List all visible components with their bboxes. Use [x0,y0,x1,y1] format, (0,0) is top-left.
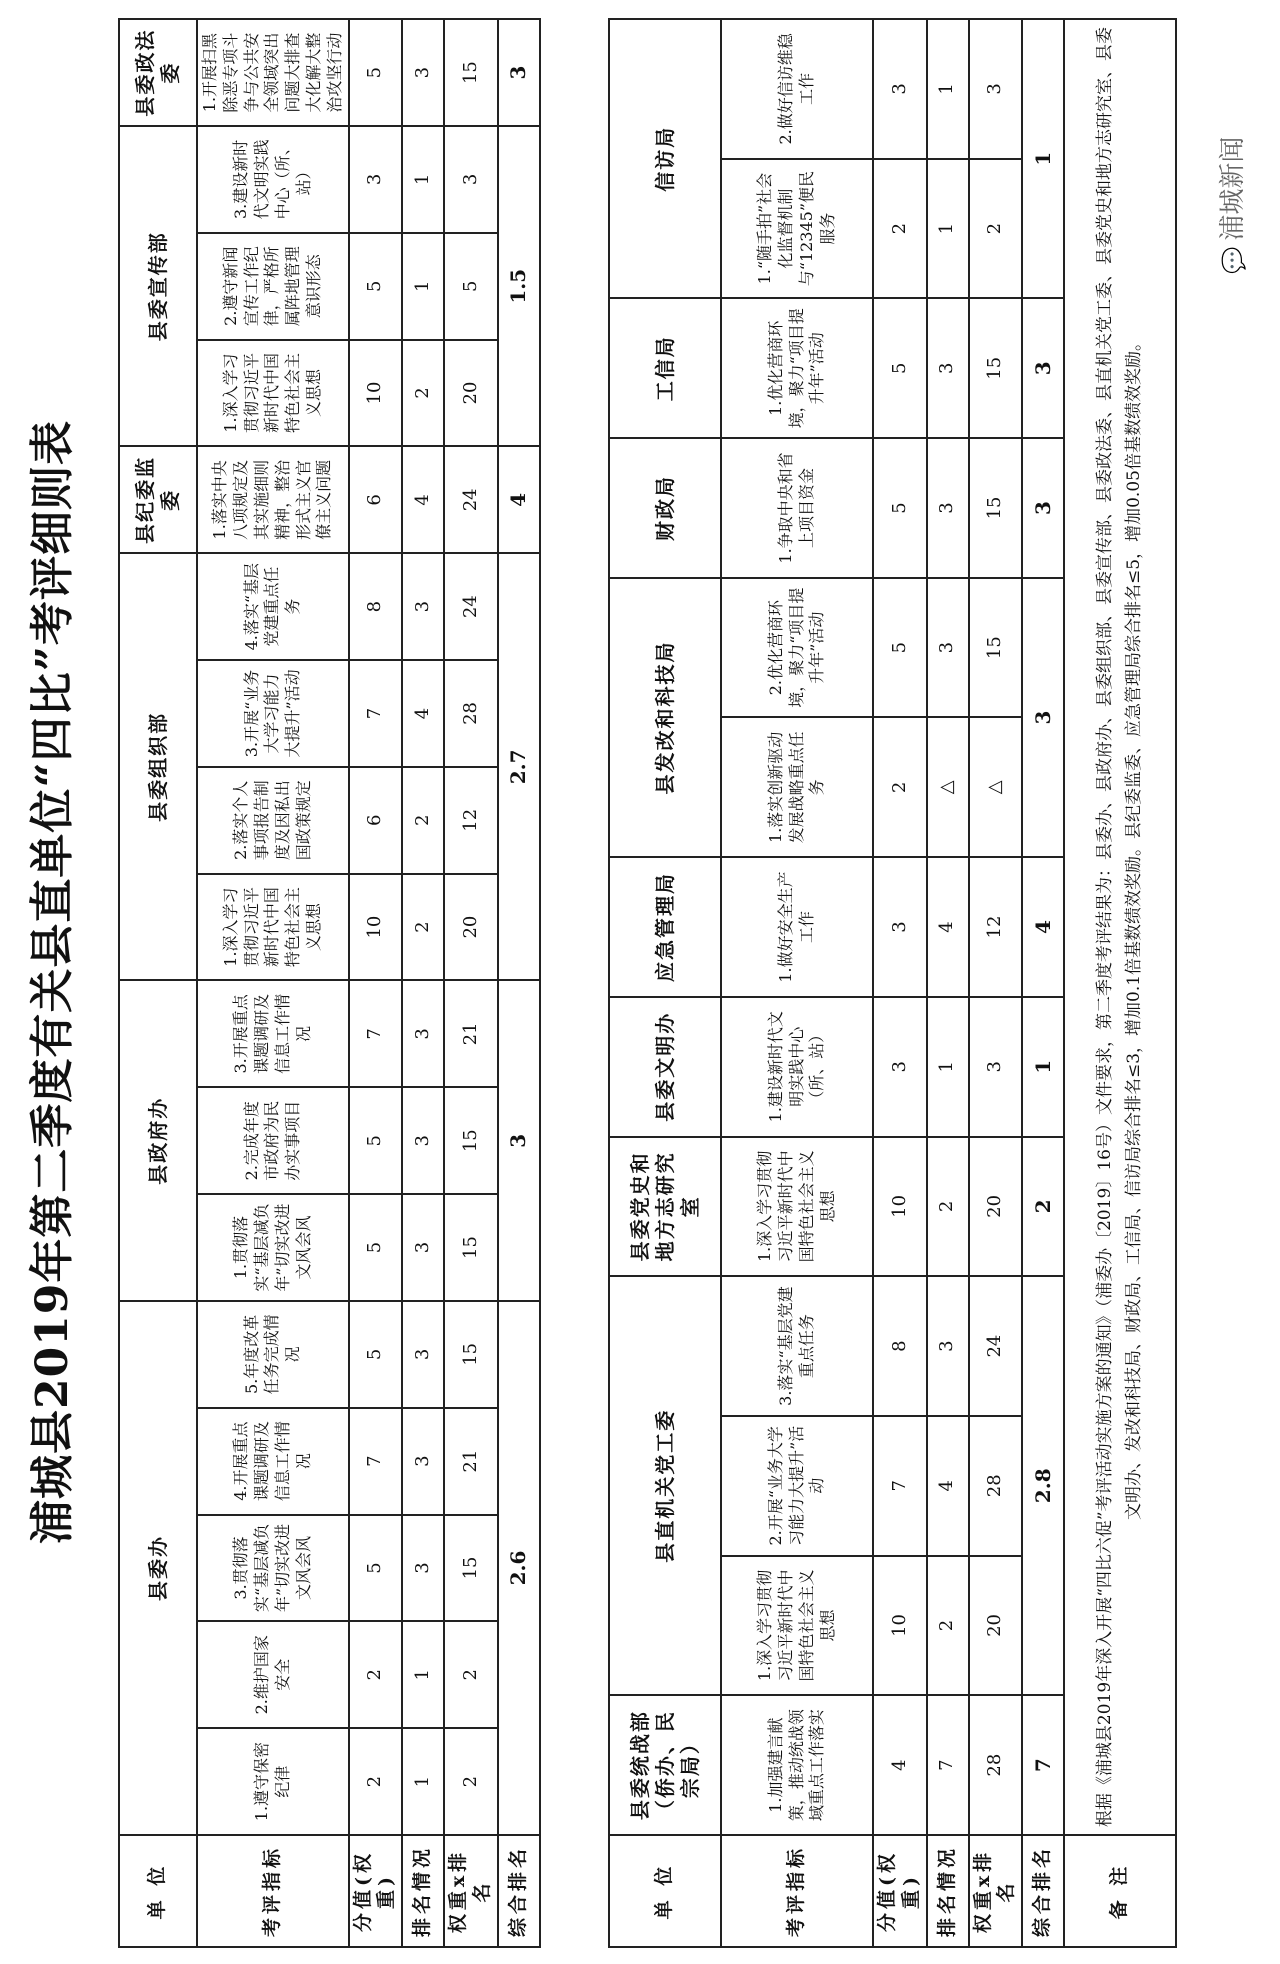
indicator-cell: 1.争取中央和省上项目资金 [721,438,873,578]
weighted-cell: 28 [969,1695,1023,1835]
score-cell: 10 [349,340,403,447]
chat-bubble-icon: 💬 [1222,246,1247,274]
rank-cell: 2 [927,1556,969,1696]
score-cell: 10 [873,1137,927,1277]
indicator-cell: 1.落实中央八项规定及其实施细则精神，整治形式主义官僚主义问题 [197,446,349,553]
indicator-cell: 1.深入学习贯彻习近平新时代中国特色社会主义思想 [197,340,349,447]
indicator-row [721,19,873,1947]
indicator-cell: 1.“随手拍”社会化监督机制与“12345”便民服务 [721,159,873,299]
weighted-cell: 3 [969,19,1023,159]
rank-cell: 3 [402,1301,444,1408]
rank-cell: 4 [927,1416,969,1556]
unit-name: 应急管理局 [652,872,677,983]
weighted-cell: 2 [444,1621,498,1728]
row-label-score: 分值(权重) [349,1835,403,1947]
score-row [873,19,927,1947]
unit-name: 县委统战部 [627,1710,652,1821]
row-label-remarks: 备 注 [1064,1835,1176,1947]
rank-cell: 1 [402,1621,444,1728]
unit-name-cell [119,19,197,126]
score-cell: 5 [873,578,927,718]
score-cell: 5 [349,19,403,126]
unit-row [119,19,197,1947]
unit-name: 县委办 [145,1534,170,1601]
document-title: 浦城县2019年第二季度有关县直单位“四比”考评细则表 [27,419,78,1545]
weighted-cell: 28 [969,1416,1023,1556]
weighted-cell: 21 [444,981,498,1088]
rank-cell: 2 [402,340,444,447]
score-cell: 8 [873,1276,927,1416]
overall-row [1022,19,1064,1947]
indicator-cell: 3.贯彻落实“基层减负年”切实改进文风会风 [197,1515,349,1622]
score-cell: 5 [349,1515,403,1622]
overall-rank-cell: 2.7 [498,553,540,980]
rank-row [402,19,444,1947]
rank-cell: 3 [402,981,444,1088]
score-cell: 2 [873,718,927,858]
indicator-cell: 2.做好信访维稳工作 [721,19,873,159]
indicator-cell: 4.落实“基层党建重点任务 [197,553,349,660]
score-cell: 6 [349,767,403,874]
score-cell: 10 [873,1556,927,1696]
weighted-cell: 20 [444,874,498,981]
weighted-cell: 3 [444,126,498,233]
score-cell: 7 [349,981,403,1088]
watermark [1212,137,1249,274]
weighted-cell: 12 [969,857,1023,997]
score-cell: 2 [873,159,927,299]
unit-name: 县委组织部 [145,711,170,822]
score-cell: 5 [349,233,403,340]
indicator-row [197,19,349,1947]
overall-rank-cell: 3 [1022,438,1064,578]
unit-name-cell [119,1301,197,1835]
indicator-cell: 1.深入学习贯彻习近平新时代中国特色社会主义思想 [721,1556,873,1696]
weighted-cell: 2 [444,1728,498,1835]
weighted-cell: 24 [444,553,498,660]
rank-cell: 3 [927,438,969,578]
rank-cell: 3 [402,1515,444,1622]
overall-rank-cell: 2.6 [498,1301,540,1835]
row-label-weighted: 权重x排名 [444,1835,498,1947]
weighted-row [969,19,1023,1947]
indicator-cell: 1.深入学习贯彻习近平新时代中国特色社会主义思想 [721,1137,873,1277]
unit-name: 财政局 [652,474,677,541]
indicator-cell: 1.优化营商环境，聚力“项目提升年”活动 [721,298,873,438]
row-label-score: 分值(权重) [873,1835,927,1947]
overall-rank-cell: 1.5 [498,126,540,446]
overall-rank-cell: 1 [1022,19,1064,298]
row-label-indicator: 考评指标 [197,1835,349,1947]
rank-cell: 3 [927,298,969,438]
score-cell: 5 [349,1087,403,1194]
indicator-cell: 4.开展重点课题调研及信息工作情况 [197,1408,349,1515]
upper-score-table [118,18,541,1948]
indicator-cell: 1.贯彻落实“基层减负年”切实改进文风会风 [197,1194,349,1301]
row-label-unit: 单 位 [609,1835,721,1947]
unit-name: 县委政法委 [133,28,182,117]
score-row [349,19,403,1947]
unit-name-cell [119,446,197,553]
row-label-overall: 综合排名 [498,1835,540,1947]
unit-subname: （侨办、民宗局） [652,1710,702,1821]
score-cell: 2 [349,1728,403,1835]
overall-rank-cell: 3 [498,19,540,126]
row-label-indicator: 考评指标 [721,1835,873,1947]
unit-name-cell [609,1137,721,1277]
weighted-cell: 20 [969,1556,1023,1696]
unit-row [609,19,721,1947]
indicator-cell: 1.遵守保密纪律 [197,1728,349,1835]
unit-name-cell [609,298,721,438]
rank-cell: 3 [402,1087,444,1194]
indicator-cell: 3.开展重点课题调研及信息工作情况 [197,981,349,1088]
indicator-cell: 2.维护国家安全 [197,1621,349,1728]
indicator-cell: 5.年度改革任务完成情况 [197,1301,349,1408]
score-cell: 2 [349,1621,403,1728]
rank-cell: 4 [402,446,444,553]
rank-cell: 3 [402,19,444,126]
rank-cell: 4 [927,857,969,997]
score-cell: 3 [873,997,927,1137]
score-cell: 3 [873,19,927,159]
unit-name: 县发改和科技局 [652,640,677,795]
rank-cell: 2 [402,874,444,981]
indicator-cell: 1.做好安全生产工作 [721,857,873,997]
unit-name: 县委文明办 [652,1011,677,1122]
weighted-row [444,19,498,1947]
row-label-rank: 排名情况 [402,1835,444,1947]
unit-name-cell [609,19,721,298]
row-label-unit: 单 位 [119,1835,197,1947]
rank-cell: 3 [927,578,969,718]
overall-rank-cell: 3 [1022,578,1064,857]
weighted-cell: 24 [444,446,498,553]
row-label-rank: 排名情况 [927,1835,969,1947]
indicator-cell: 2.优化营商环境，聚力“项目提升年”活动 [721,578,873,718]
watermark-text: 浦城新闻 [1218,136,1248,241]
unit-name: 县纪委监委 [133,455,182,544]
weighted-cell: 21 [444,1408,498,1515]
weighted-cell: 15 [444,19,498,126]
weighted-cell: 15 [444,1515,498,1622]
unit-name-cell [609,1276,721,1695]
weighted-cell: 12 [444,767,498,874]
rank-cell: 3 [927,1276,969,1416]
unit-name: 县直机关党工委 [652,1408,677,1563]
unit-name-cell [119,126,197,446]
unit-name: 信访局 [652,125,677,192]
unit-name-cell [609,578,721,857]
unit-name: 县政府办 [145,1096,170,1185]
overall-rank-cell: 3 [1022,298,1064,438]
unit-name-cell [609,438,721,578]
unit-name-cell [609,857,721,997]
rank-cell: 1 [402,126,444,233]
indicator-cell: 1.落实创新驱动发展战略重点任务 [721,718,873,858]
weighted-cell: 3 [969,997,1023,1137]
weighted-cell: 15 [444,1301,498,1408]
overall-row [498,19,540,1947]
rank-cell: 1 [927,19,969,159]
lower-score-table [608,18,1177,1948]
rank-cell: 4 [402,660,444,767]
indicator-cell: 3.开展“业务大学习能力大提升”活动 [197,660,349,767]
row-label-weighted: 权重x排名 [969,1835,1023,1947]
score-cell: 5 [873,298,927,438]
weighted-cell: 28 [444,660,498,767]
weighted-cell: 5 [444,233,498,340]
overall-rank-cell: 2 [1022,1137,1064,1277]
weighted-cell: 15 [969,578,1023,718]
score-cell: 6 [349,446,403,553]
overall-rank-cell: 4 [1022,857,1064,997]
indicator-cell: 1.建设新时代文明实践中心（所、站） [721,997,873,1137]
indicator-cell: 2.遵守新闻宣传工作纪律，严格所属阵地管理意识形态 [197,233,349,340]
overall-rank-cell: 7 [1022,1695,1064,1835]
score-cell: 5 [349,1194,403,1301]
overall-rank-cell: 4 [498,446,540,553]
rank-cell: 7 [927,1695,969,1835]
row-label-overall: 综合排名 [1022,1835,1064,1947]
score-cell: 5 [349,1301,403,1408]
indicator-cell: 2.完成年度市政府为民办实事项目 [197,1087,349,1194]
score-cell: 10 [349,874,403,981]
weighted-cell: 15 [444,1087,498,1194]
unit-name: 县委宣传部 [145,231,170,342]
rank-cell: 2 [927,1137,969,1277]
overall-rank-cell: 2.8 [1022,1276,1064,1695]
unit-name-cell [119,553,197,980]
indicator-cell: 2.落实个人事项报告制度及因私出国政策规定 [197,767,349,874]
rank-cell: 1 [927,997,969,1137]
remarks-text: 根据《浦城县2019年深入开展“四比六促”考评活动实施方案的通知》（浦委办〔2019〕16号）文件要求，第二季度考评结果为：县委办、县政府办、县委组织部、县委宣传部、县委政法委、县直机关党工委、县委党史和地方志研究室、县委文明办、发改和科技局、财政局、工信局、信访局综合排名≤3，增加0.1倍基数绩效奖励。县纪委监委、应急管理局综合排名≤5，增加0.05倍基数绩效奖励。 [1064,19,1176,1835]
weighted-cell: 15 [969,298,1023,438]
unit-name-cell [119,981,197,1301]
score-cell: 5 [873,438,927,578]
unit-name: 县委党史和地方志研究室 [627,1151,702,1262]
indicator-cell: 2.开展“业务大学习能力大提升”活动 [721,1416,873,1556]
score-cell: 3 [873,857,927,997]
rank-cell: 2 [402,767,444,874]
score-cell: 7 [349,660,403,767]
overall-rank-cell: 1 [1022,997,1064,1137]
weighted-cell: 24 [969,1276,1023,1416]
rank-cell: 3 [402,1194,444,1301]
unit-name-cell [609,997,721,1137]
indicator-cell: 1.开展扫黑除恶专项斗争与公共安全领域突出问题大排查大化解大整治攻坚行动 [197,19,349,126]
weighted-cell: 20 [444,340,498,447]
rank-row [927,19,969,1947]
weighted-cell: 15 [444,1194,498,1301]
rank-cell: 3 [402,553,444,660]
weighted-cell: 15 [969,438,1023,578]
indicator-cell: 1.加强建言献策，推动统战领域重点工作落实 [721,1695,873,1835]
weighted-cell: △ [969,718,1023,858]
weighted-cell: 2 [969,159,1023,299]
score-cell: 3 [349,126,403,233]
rank-cell: 1 [402,1728,444,1835]
score-cell: 4 [873,1695,927,1835]
overall-rank-cell: 3 [498,981,540,1301]
weighted-cell: 20 [969,1137,1023,1277]
score-cell: 7 [349,1408,403,1515]
score-cell: 8 [349,553,403,660]
indicator-cell: 3.建设新时代文明实践中心（所、站） [197,126,349,233]
unit-name: 工信局 [652,335,677,402]
indicator-cell: 1.深入学习贯彻习近平新时代中国特色社会主义思想 [197,874,349,981]
rank-cell: 3 [402,1408,444,1515]
score-cell: 7 [873,1416,927,1556]
rank-cell: △ [927,718,969,858]
unit-name-cell [609,1695,721,1835]
rank-cell: 1 [927,159,969,299]
remarks-row [1064,19,1176,1947]
rank-cell: 1 [402,233,444,340]
indicator-cell: 3.落实“基层党建重点任务 [721,1276,873,1416]
